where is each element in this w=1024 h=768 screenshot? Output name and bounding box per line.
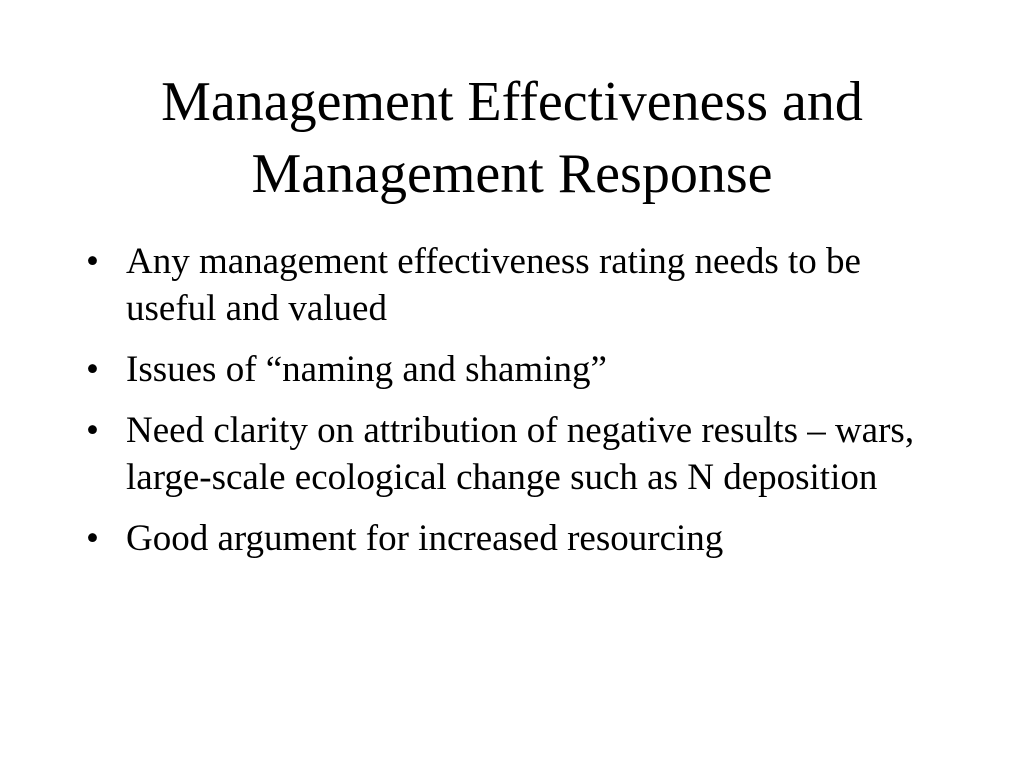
bullet-list [86, 238, 956, 576]
bullet-item [86, 346, 956, 393]
bullet-text: Any management effectiveness rating needs to be useful and valued [126, 241, 861, 329]
bullet-dot-icon: • [86, 241, 99, 282]
bullet-item [86, 238, 956, 332]
bullet-text: Good argument for increased resourcing [126, 518, 724, 559]
slide-title-line-2: Management Response [251, 143, 773, 205]
slide-title-line-1: Management Effectiveness and [161, 71, 863, 133]
bullet-item [86, 407, 956, 501]
bullet-dot-icon: • [86, 518, 99, 559]
bullet-item [86, 515, 956, 562]
bullet-dot-icon: • [86, 349, 99, 390]
bullet-text: Issues of “naming and shaming” [126, 349, 607, 390]
bullet-dot-icon: • [86, 410, 99, 451]
slide-title [60, 66, 964, 210]
bullet-text: Need clarity on attribution of negative results – wars, large-scale ecological change such as N deposition [126, 410, 915, 498]
